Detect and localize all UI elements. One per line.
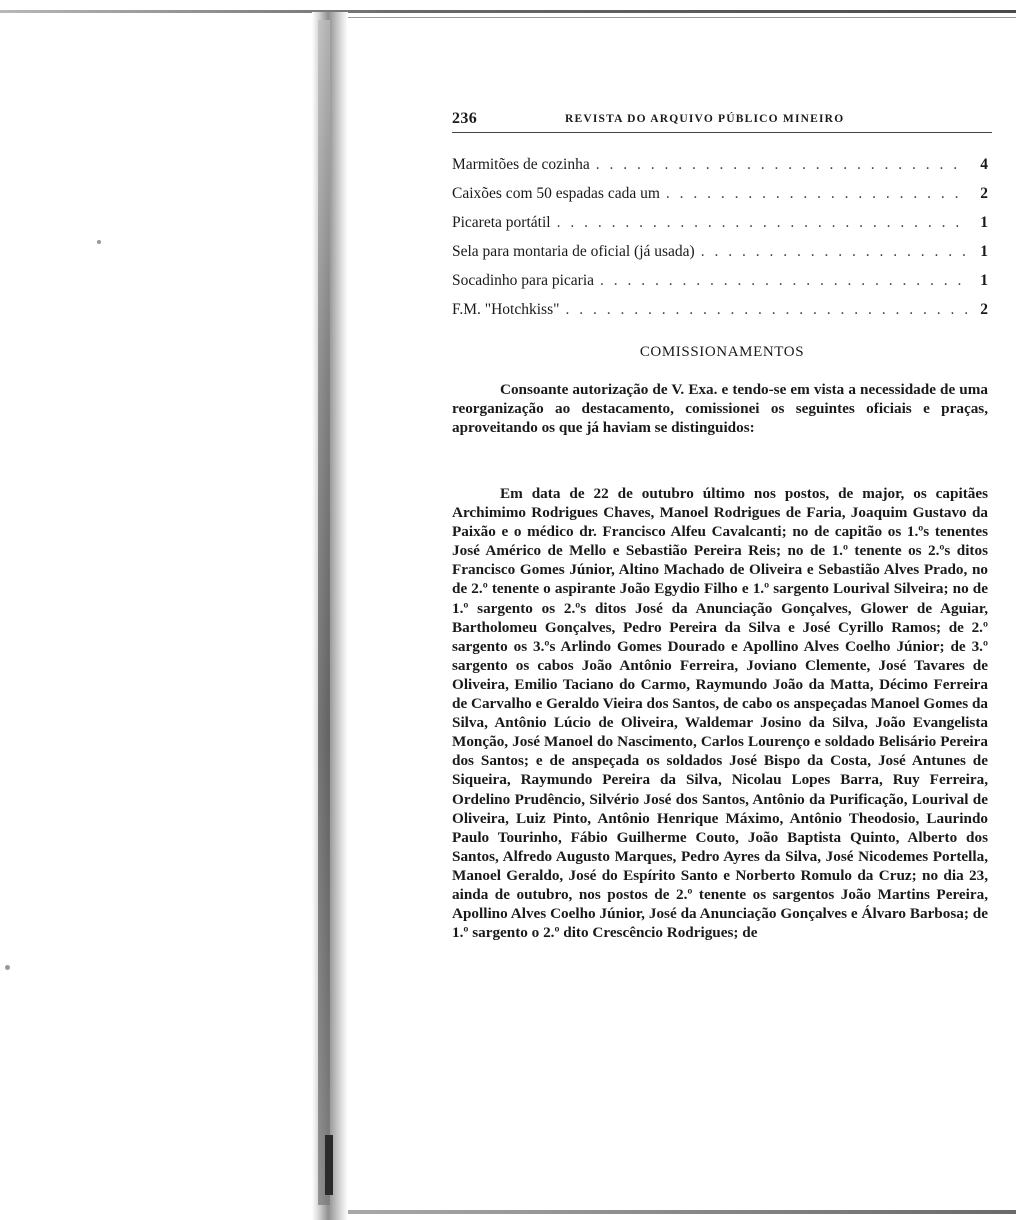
inventory-list — [452, 150, 988, 324]
gutter-shadow — [318, 20, 330, 1205]
gutter-mark — [325, 1135, 333, 1195]
journal-title: REVISTA DO ARQUIVO PÚBLICO MINEIRO — [565, 113, 845, 125]
list-item — [452, 295, 988, 324]
running-header — [452, 110, 992, 132]
item-label: Picareta portátil — [452, 213, 551, 231]
intro-paragraph: Consoante autorização de V. Exa. e tendo-se em vista a necessidade de uma reorganização ao destacamento, comissionei os seguintes oficiais e praças, aproveitando os que já haviam se distinguidos: — [452, 381, 988, 437]
page-number: 236 — [452, 110, 478, 127]
item-quantity: 1 — [980, 271, 988, 289]
section-heading: COMISSIONAMENTOS — [639, 344, 805, 360]
body-paragraph: Em data de 22 de outubro último nos postos, de major, os capitães Archimimo Rodrigues Chaves, Manoel Rodrigues de Faria, Joaquim Gustavo da Paixão e o médico dr. Francisco Alfeu Cavalcanti; no de capitão os 1.ºs tenentes José Américo de Mello e Sebastião Pereira Reis; no de 1.º tenente os 2.ºs ditos Francisco Gomes Júnior, Altino Machado de Oliveira e Sebastião Alves Prado, no de 2.º tenente o aspirante João Egydio Filho e 1.º sargento Lourival Silveira; no de 1.º sargento os 2.ºs ditos José da Anunciação Gonçalves, Glower de Aguiar, Bartholomeu Gonçalves, Pedro Pereira da Silva e José Cyrillo Ramos; de 2.º sargento os 3.ºs Arlindo Gomes Dourado e Apollino Alves Coelho Júnior; de 3.º sargento os cabos João Antônio Ferreira, Joviano Clemente, José Tavares de Oliveira, Emilio Taciano do Carmo, Raymundo João da Matta, Décimo Ferreira de Carvalho e Geraldo Vieira dos Santos, de cabo os anspeçadas Manoel Gomes da Silva, Antônio Lúcio de Oliveira, Waldemar Josino da Silva, João Evangelista Monção, José Manoel do Nascimento, Carlos Lourenço e soldado Belisário Pereira dos Santos; e de anspeçada os soldados José Bispo da Costa, José Antunes de Siqueira, Raymundo Pereira da Silva, Nicolau Lopes Barra, Ruy Ferreira, Ordelino Prudêncio, Silvério José dos Santos, Antônio da Purificação, Lourival de Oliveira, Luiz Pinto, Antônio Henrique Máximo, Antônio Theodosio, Laurindo Paulo Tourinho, Fábio Guilherme Couto, João Baptista Quinto, Alberto dos Santos, Alfredo Augusto Marques, Pedro Ayres da Silva, José Nicodemes Portella, Manoel Geraldo, José do Espírito Santo e Norberto Romulo da Cruz; no dia 23, ainda de outubro, nos postos de 2.º tenente os sargentos João Martins Pereira, Apollino Alves Coelho Júnior, José da Anunciação Gonçalves e Álvaro Barbosa; de 1.º sargento o 2.º dito Crescêncio Rodrigues; de — [452, 485, 988, 942]
item-label: Caixões com 50 espadas cada um — [452, 184, 660, 202]
scan-speck — [5, 965, 10, 970]
list-item — [452, 150, 988, 179]
dot-leader — [701, 243, 968, 261]
list-item — [452, 208, 988, 237]
list-item — [452, 266, 988, 295]
item-label: Socadinho para picaria — [452, 271, 595, 289]
item-quantity: 2 — [980, 300, 988, 318]
item-quantity: 2 — [980, 184, 988, 202]
scan-edge-top-thin — [330, 17, 1016, 18]
header-rule — [452, 132, 992, 133]
item-label: Marmitões de cozinha — [452, 155, 590, 173]
dot-leader — [557, 214, 968, 232]
dot-leader — [666, 185, 968, 203]
item-quantity: 1 — [980, 242, 988, 260]
item-label: Sela para montaria de oficial (já usada) — [452, 242, 695, 260]
dot-leader — [596, 156, 968, 174]
list-item — [452, 179, 988, 208]
item-label: F.M. "Hotchkiss" — [452, 300, 560, 318]
scan-edge-bottom — [330, 1210, 1016, 1214]
list-item — [452, 237, 988, 266]
scan-edge-top — [0, 10, 1016, 13]
scan-speck — [97, 240, 101, 244]
dot-leader — [600, 272, 968, 290]
item-quantity: 4 — [980, 155, 988, 173]
dot-leader — [565, 301, 968, 319]
item-quantity: 1 — [980, 213, 988, 231]
left-blank-area — [0, 0, 308, 1220]
